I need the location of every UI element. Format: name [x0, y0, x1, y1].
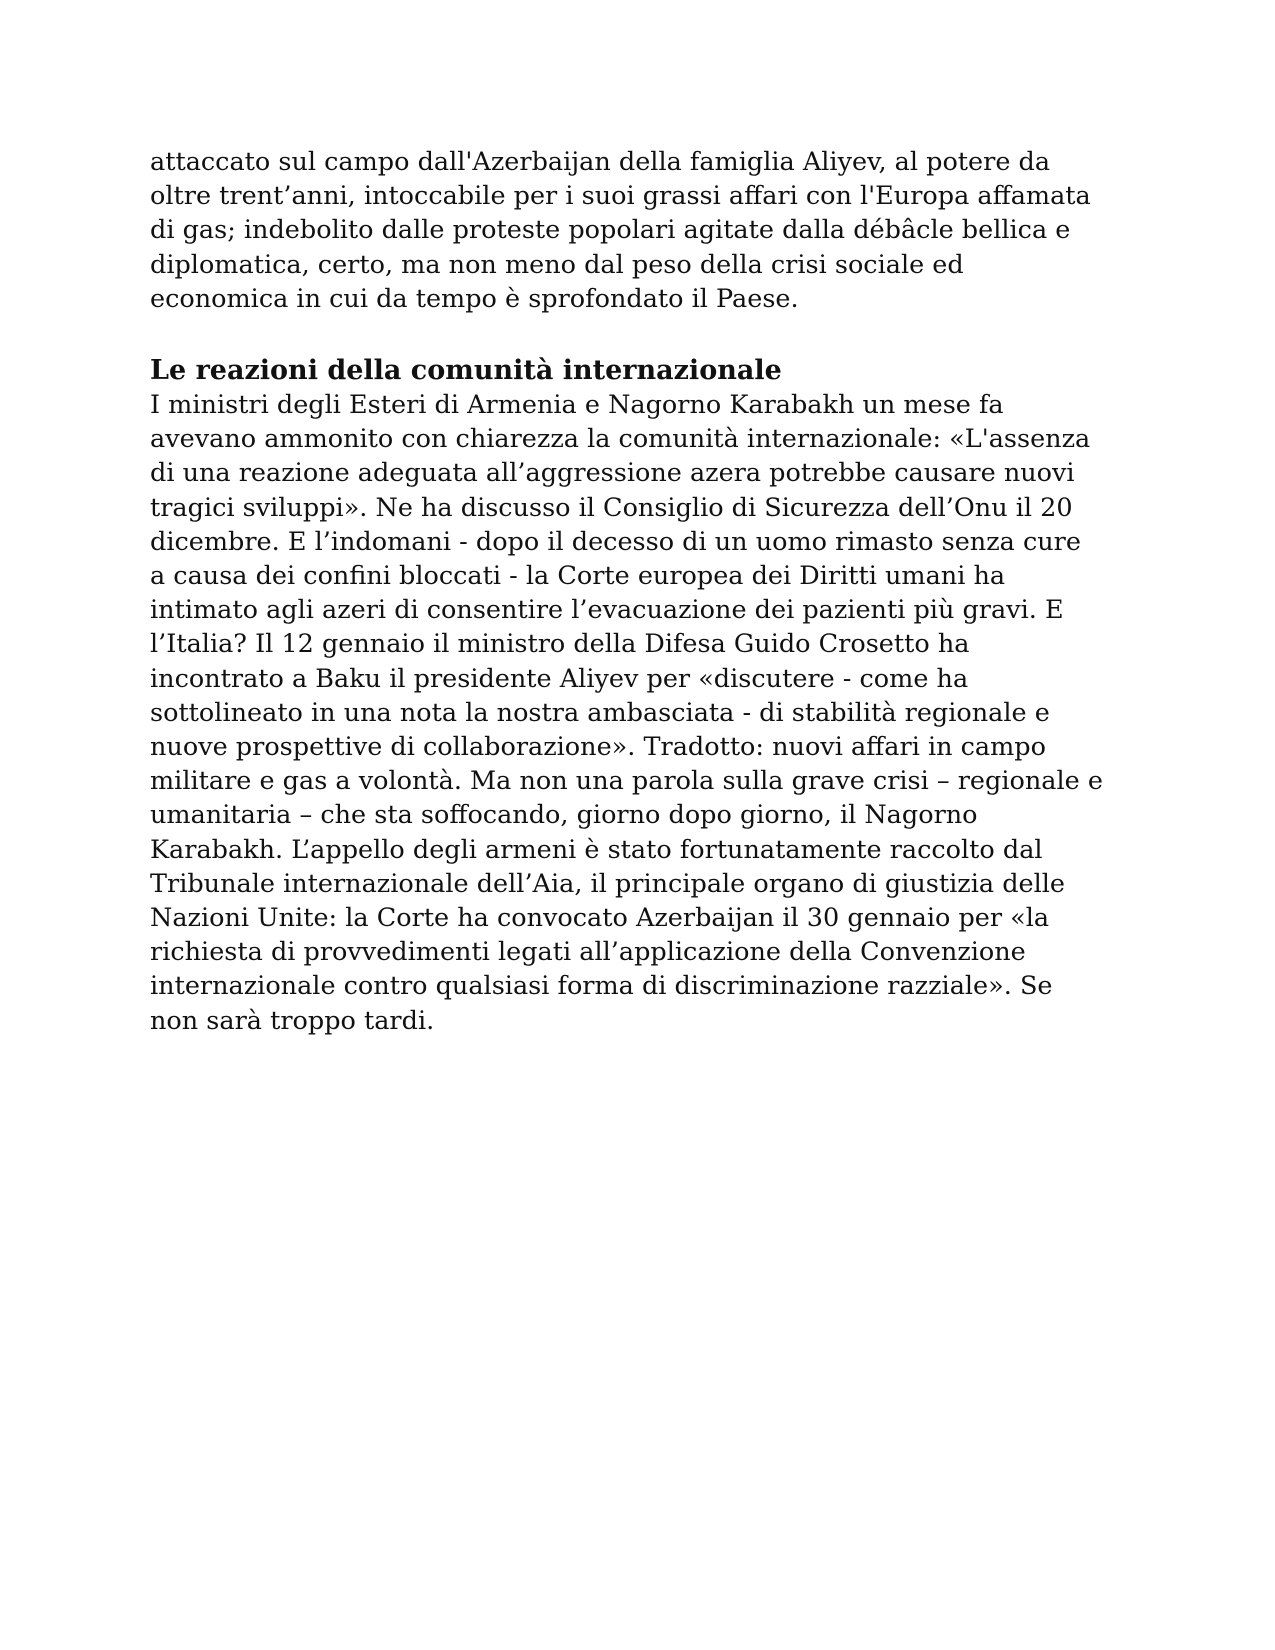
text-line: Karabakh. L’appello degli armeni è stato fortunatamente raccolto dal	[150, 834, 1043, 865]
body-paragraph	[150, 388, 1130, 1038]
text-line: diplomatica, certo, ma non meno dal peso della crisi sociale ed	[150, 249, 964, 280]
text-line: l’Italia? Il 12 gennaio il ministro della Difesa Guido Crosetto ha	[150, 629, 970, 660]
text-line: incontrato a Baku il presidente Aliyev per «discutere - come ha	[150, 663, 969, 694]
text-line: dicembre. E l’indomani - dopo il decesso di un uomo rimasto senza cure	[150, 526, 1081, 557]
text-line: a causa dei confini bloccati - la Corte europea dei Diritti umani ha	[150, 561, 1006, 592]
text-line: di una reazione adeguata all’aggressione azera potrebbe causare nuovi	[150, 458, 1075, 489]
text-line: attaccato sul campo dall'Azerbaijan della famiglia Aliyev, al potere da	[150, 147, 1051, 177]
section-heading: Le reazioni della comunità internazionale	[150, 355, 782, 387]
text-line: di gas; indebolito dalle proteste popolari agitate dalla débâcle bellica e	[150, 215, 1071, 246]
intro-paragraph	[150, 145, 1130, 316]
text-line: economica in cui da tempo è sprofondato il Paese.	[150, 283, 799, 314]
text-line: internazionale contro qualsiasi forma di discriminazione razziale». Se	[150, 971, 1053, 1002]
text-line: non sarà troppo tardi.	[150, 1005, 435, 1036]
document-page	[150, 145, 1130, 1038]
text-line: oltre trent’anni, intoccabile per i suoi grassi affari con l'Europa affamata	[150, 181, 1091, 212]
text-line: intimato agli azeri di consentire l’evacuazione dei pazienti più gravi. E	[150, 595, 1064, 626]
text-line: I ministri degli Esteri di Armenia e Nagorno Karabakh un mese fa	[150, 390, 1004, 421]
text-line: tragici sviluppi». Ne ha discusso il Consiglio di Sicurezza dell’Onu il 20	[150, 492, 1073, 523]
text-line: sottolineato in una nota la nostra ambasciata - di stabilità regionale e	[150, 697, 1050, 728]
text-line: militare e gas a volontà. Ma non una parola sulla grave crisi – regionale e	[150, 766, 1103, 797]
text-line: nuove prospettive di collaborazione». Tradotto: nuovi affari in campo	[150, 732, 1046, 763]
text-line: richiesta di provvedimenti legati all’applicazione della Convenzione	[150, 937, 1026, 968]
text-line: Nazioni Unite: la Corte ha convocato Azerbaijan il 30 gennaio per «la	[150, 903, 1050, 934]
text-line: Tribunale internazionale dell’Aia, il principale organo di giustizia delle	[150, 868, 1066, 899]
text-line: avevano ammonito con chiarezza la comunità internazionale: «L'assenza	[150, 424, 1091, 455]
text-line: umanitaria – che sta soffocando, giorno dopo giorno, il Nagorno	[150, 800, 978, 831]
